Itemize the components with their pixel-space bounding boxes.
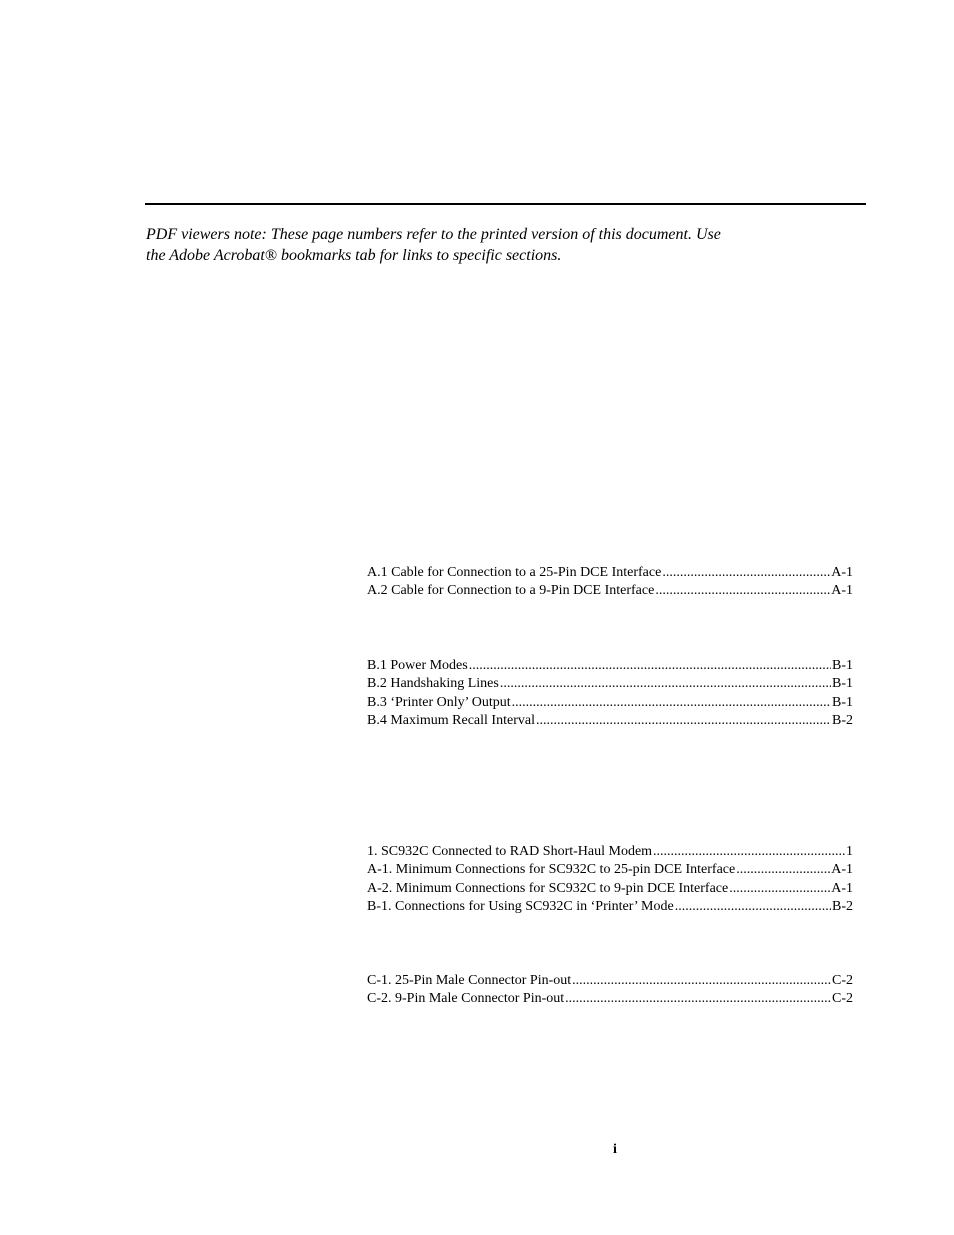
toc-entry[interactable] — [367, 582, 853, 600]
toc-entry-label: A-1. Minimum Connections for SC932C to 25-pin DCE Interface — [367, 862, 736, 878]
toc-entry-page: A-1 — [831, 565, 853, 580]
toc-entry-label: C-2. 9-Pin Male Connector Pin-out — [367, 991, 565, 1007]
toc-dot-leader — [565, 990, 831, 1008]
toc-dot-leader — [655, 582, 830, 600]
page-number: i — [613, 1142, 617, 1157]
toc-entry-label: 1. SC932C Connected to RAD Short-Haul Modem — [367, 844, 653, 859]
toc-entry[interactable] — [367, 564, 853, 582]
toc-entry-label: B.1 Power Modes — [367, 658, 468, 673]
toc-dot-leader — [469, 657, 831, 675]
toc-entry-page: 1 — [846, 844, 853, 859]
toc-entry[interactable] — [367, 712, 853, 730]
toc-group-appendix-a — [367, 564, 853, 601]
toc-entry-page: C-2 — [832, 973, 853, 988]
toc-entry-page: B-2 — [832, 899, 853, 915]
toc-entry-page: A-1 — [831, 862, 853, 878]
toc-entry-label: C-1. 25-Pin Male Connector Pin-out — [367, 973, 572, 988]
toc-entry[interactable] — [367, 861, 853, 879]
toc-dot-leader — [675, 898, 831, 916]
toc-entry[interactable] — [367, 898, 853, 916]
toc-dot-leader — [536, 712, 831, 730]
toc-dot-leader — [729, 880, 830, 898]
toc-group-appendix-b — [367, 657, 853, 731]
pdf-viewers-note — [146, 224, 826, 266]
toc-entry-page: B-1 — [832, 676, 853, 692]
note-line-1: PDF viewers note: These page numbers refer to the printed version of this document. Use — [146, 226, 721, 243]
toc-entry-page: B-1 — [832, 658, 853, 673]
toc-entry-label: A.1 Cable for Connection to a 25-Pin DCE Interface — [367, 565, 662, 580]
toc-entry[interactable] — [367, 675, 853, 693]
toc-entry[interactable] — [367, 657, 853, 675]
toc-entry[interactable] — [367, 972, 853, 990]
toc-dot-leader — [662, 564, 830, 582]
toc-dot-leader — [736, 861, 830, 879]
toc-entry-page: C-2 — [832, 991, 853, 1007]
toc-entry[interactable] — [367, 880, 853, 898]
toc-entry[interactable] — [367, 990, 853, 1008]
toc-dot-leader — [572, 972, 831, 990]
toc-entry-page: B-1 — [832, 694, 853, 710]
toc-entry-label: A-2. Minimum Connections for SC932C to 9-pin DCE Interface — [367, 880, 729, 896]
toc-entry-label: B-1. Connections for Using SC932C in ‘Printer’ Mode — [367, 899, 674, 915]
toc-entry-label: B.3 ‘Printer Only’ Output — [367, 694, 511, 710]
toc-entry[interactable] — [367, 694, 853, 712]
toc-dot-leader — [653, 843, 845, 861]
toc-entry[interactable] — [367, 843, 853, 861]
toc-group-figures — [367, 843, 853, 917]
toc-dot-leader — [500, 675, 831, 693]
toc-entry-label: B.4 Maximum Recall Interval — [367, 713, 535, 729]
toc-entry-page: A-1 — [831, 880, 853, 896]
note-line-2: the Adobe Acrobat® bookmarks tab for links to specific sections. — [146, 247, 562, 264]
toc-dot-leader — [512, 694, 831, 712]
top-horizontal-rule — [145, 203, 866, 205]
toc-entry-page: B-2 — [832, 713, 853, 729]
toc-entry-label: B.2 Handshaking Lines — [367, 676, 499, 692]
toc-group-tables — [367, 972, 853, 1009]
toc-entry-page: A-1 — [831, 583, 853, 599]
toc-entry-label: A.2 Cable for Connection to a 9-Pin DCE Interface — [367, 583, 655, 599]
